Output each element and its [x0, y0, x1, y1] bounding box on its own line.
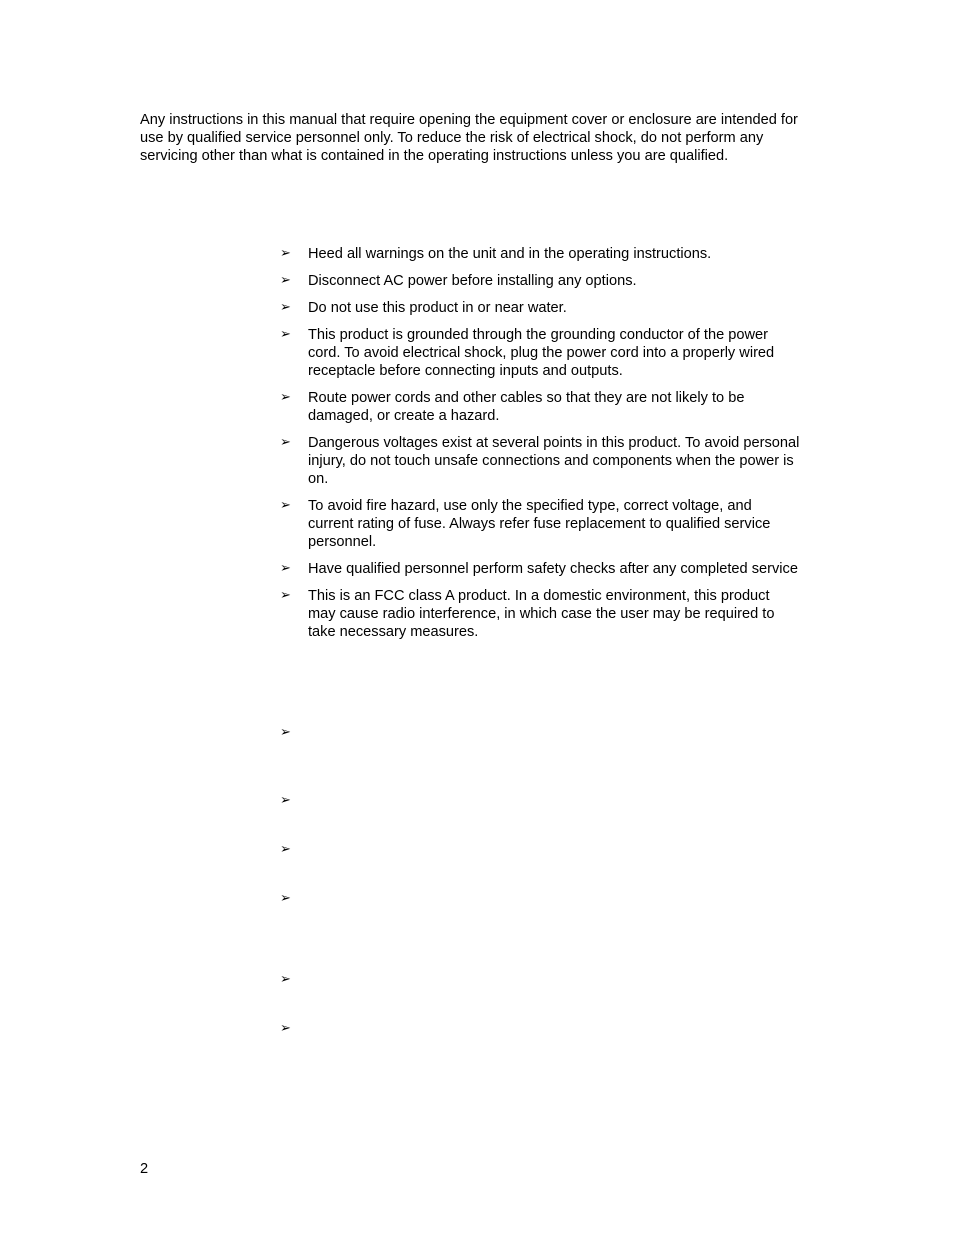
arrow-bullet-icon: ➢	[280, 300, 291, 315]
list-item-text: Have qualified personnel perform safety checks after any completed service	[308, 561, 798, 577]
arrow-bullet-icon: ➢	[280, 891, 291, 906]
list-item-text: Do not use this product in or near water.	[308, 300, 567, 316]
arrow-bullet-icon: ➢	[280, 327, 291, 342]
arrow-bullet-icon: ➢	[280, 246, 291, 261]
list-item-text: Disconnect AC power before installing any options.	[308, 273, 637, 289]
list-item	[280, 497, 800, 551]
arrow-bullet-icon: ➢	[280, 725, 291, 740]
list-item-text: To avoid fire hazard, use only the specified type, correct voltage, and current rating of fuse. Always refer fuse replacement to qualified service personnel.	[308, 498, 771, 550]
arrow-bullet-icon: ➢	[280, 390, 291, 405]
list-item	[280, 299, 800, 317]
list-item	[280, 389, 800, 425]
list-item	[280, 434, 800, 488]
arrow-bullet-icon: ➢	[280, 273, 291, 288]
list-item-text: This is an FCC class A product. In a domestic environment, this product may cause radio interference, in which case the user may be required to take necessary measures.	[308, 588, 775, 640]
list-item	[280, 245, 800, 263]
list-item	[280, 587, 800, 641]
safety-instructions-list	[280, 245, 800, 650]
list-item-text: Dangerous voltages exist at several points in this product. To avoid personal injury, do not touch unsafe connections and components when the power is on.	[308, 435, 800, 487]
intro-paragraph: Any instructions in this manual that require opening the equipment cover or enclosure are intended for use by qualified service personnel only. To reduce the risk of electrical shock, do not perform any servicing other than what is contained in the operating instructions unless you are qualified.	[140, 112, 798, 164]
list-item	[280, 326, 800, 380]
arrow-bullet-icon: ➢	[280, 588, 291, 603]
arrow-bullet-icon: ➢	[280, 498, 291, 513]
arrow-bullet-icon: ➢	[280, 1021, 291, 1036]
page-number: 2	[140, 1161, 149, 1177]
list-item-text: This product is grounded through the grounding conductor of the power cord. To avoid electrical shock, plug the power cord into a properly wired receptacle before connecting inputs and outputs.	[308, 327, 775, 379]
arrow-bullet-icon: ➢	[280, 793, 291, 808]
arrow-bullet-icon: ➢	[280, 561, 291, 576]
list-item-text: Heed all warnings on the unit and in the operating instructions.	[308, 246, 712, 262]
arrow-bullet-icon: ➢	[280, 972, 291, 987]
list-item	[280, 560, 800, 578]
list-item	[280, 272, 800, 290]
arrow-bullet-icon: ➢	[280, 435, 291, 450]
arrow-bullet-icon: ➢	[280, 842, 291, 857]
list-item-text: Route power cords and other cables so that they are not likely to be damaged, or create a hazard.	[308, 390, 745, 424]
